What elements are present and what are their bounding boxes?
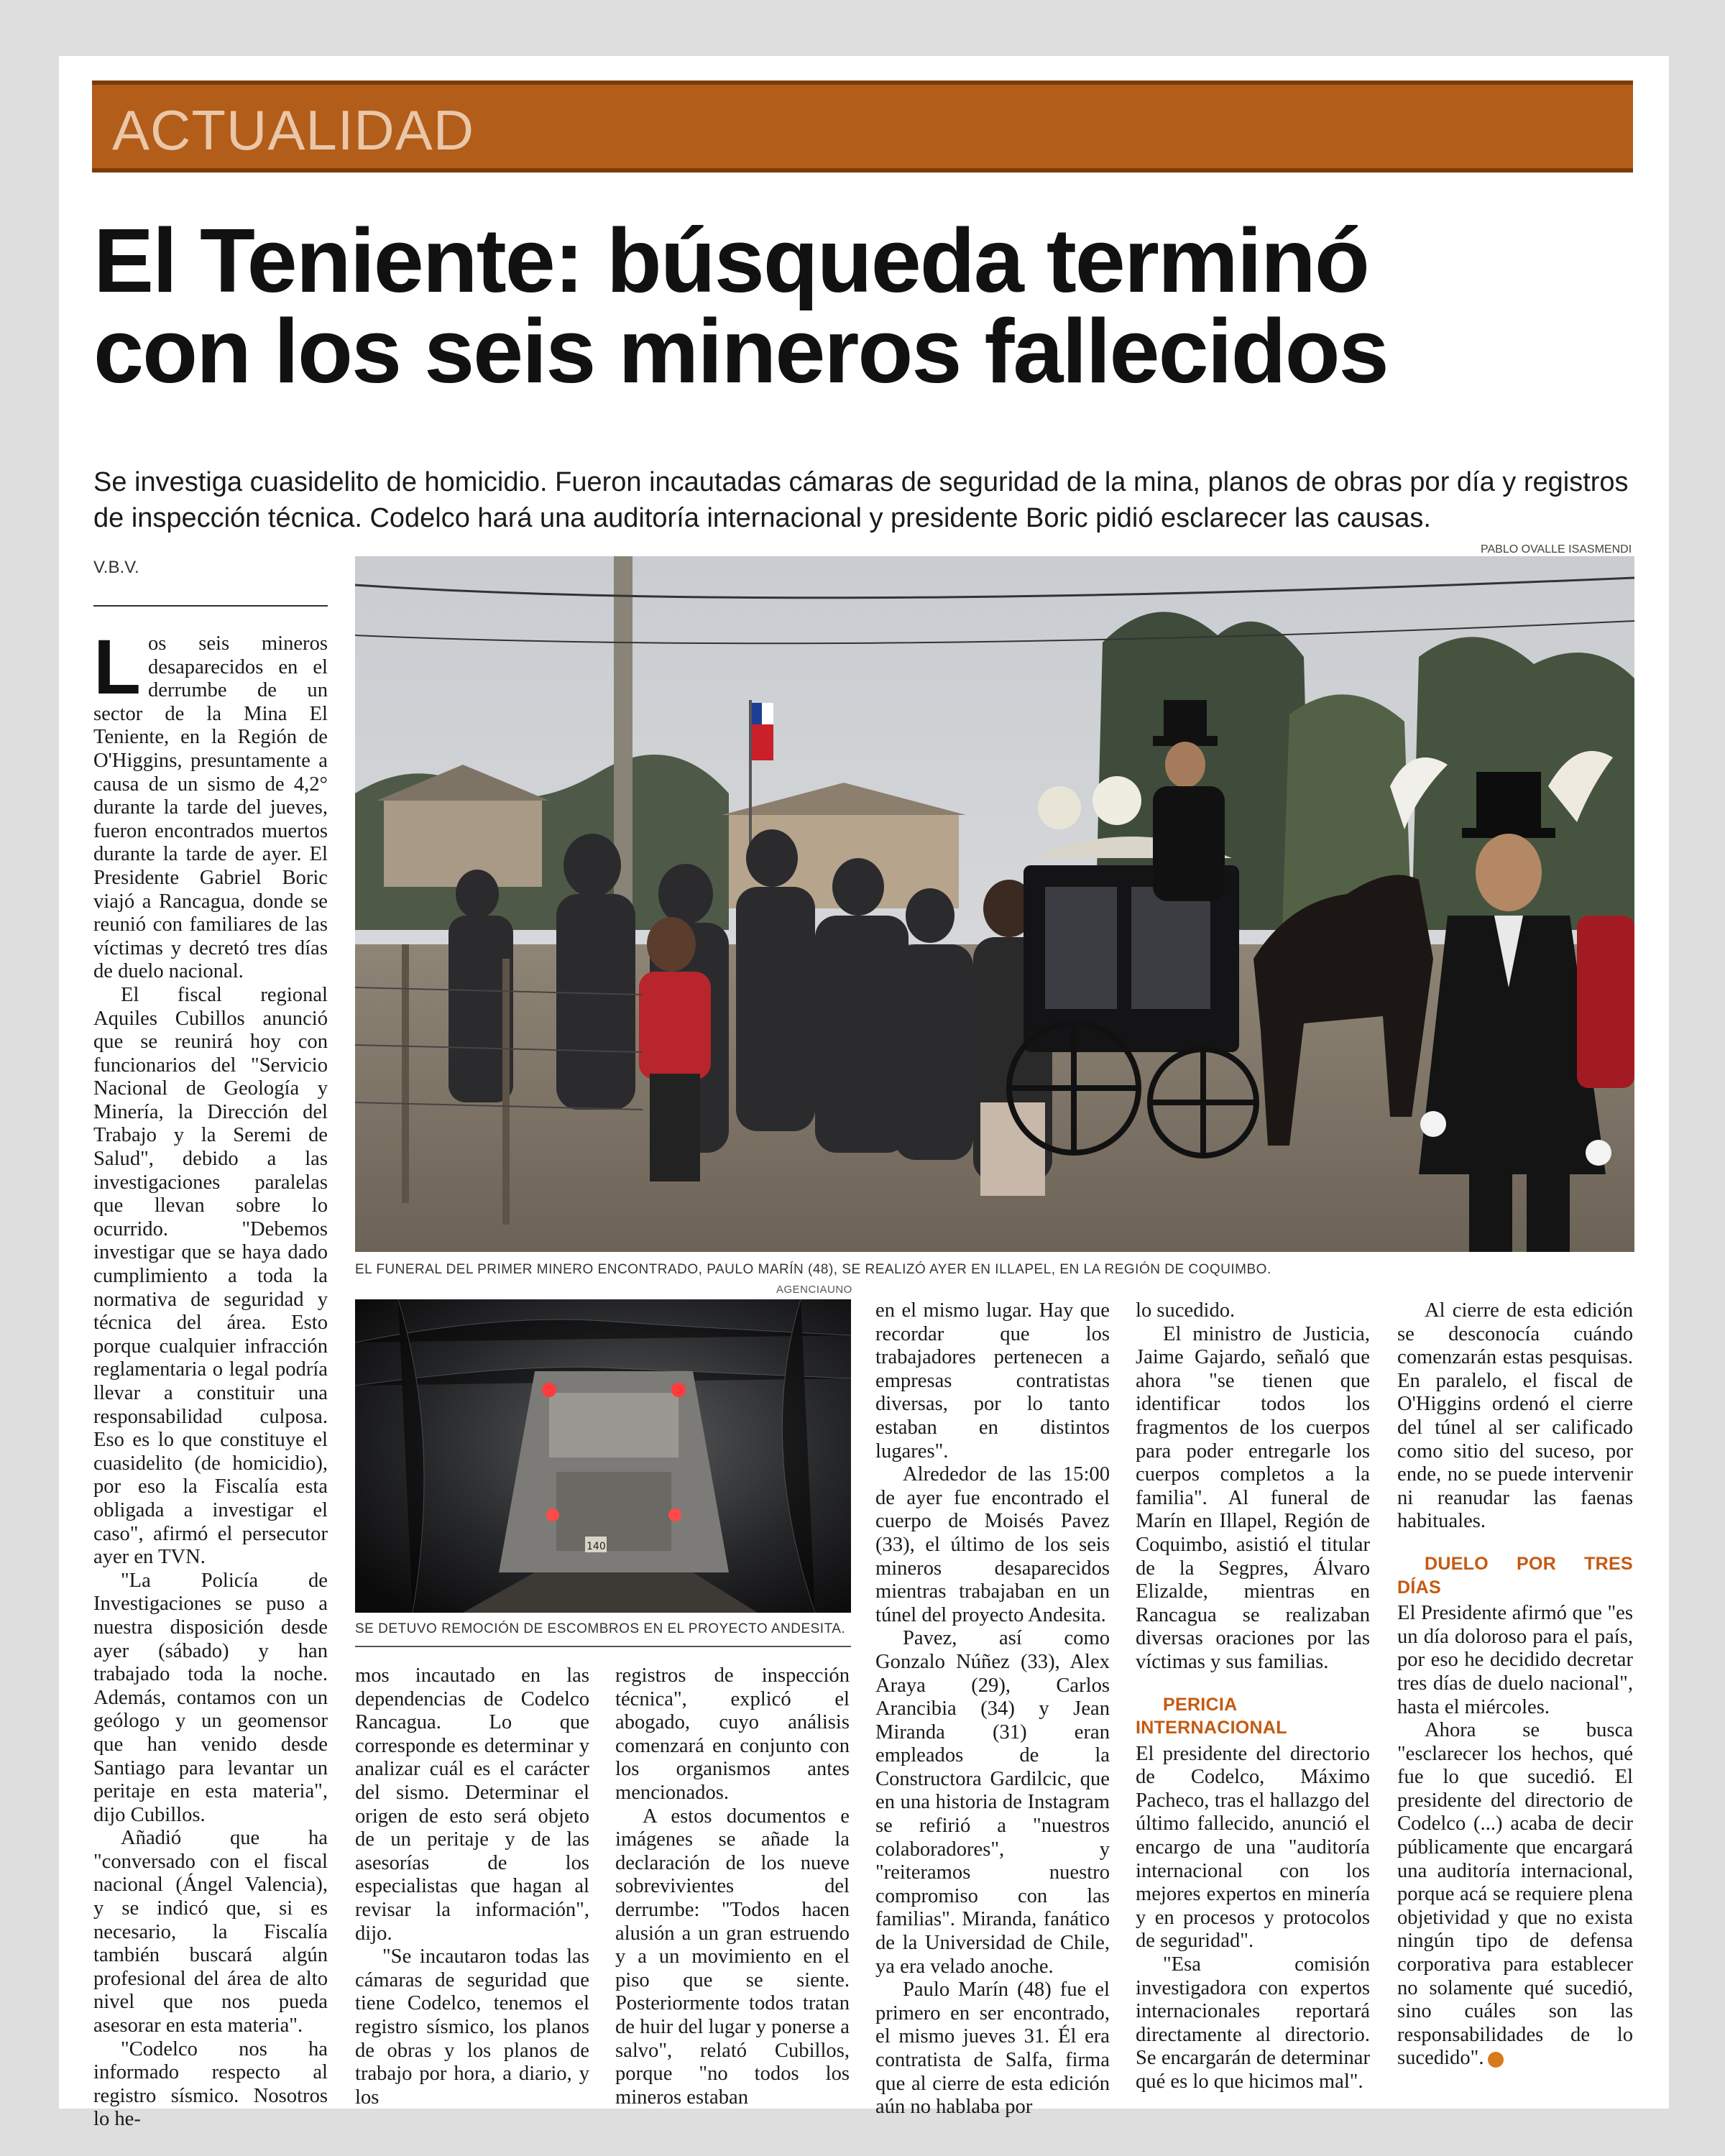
paragraph: lo sucedido. [1136, 1299, 1236, 1322]
main-photo-caption: EL FUNERAL DEL PRIMER MINERO ENCONTRADO, PAULO MARÍN (48), SE REALIZÓ AYER EN ILLAPEL, EN LA REGIÓN DE COQUIMBO. [355, 1262, 1271, 1277]
funeral-photo-illustration [355, 556, 1634, 1252]
end-of-article-icon: • [1488, 2052, 1504, 2068]
paragraph: El ministro de Justicia, Jaime Gajardo, señaló que ahora "se tienen que identificar todos los fragmentos de los cuerpos para poder entregarle los cuerpos completos a la familia". Al funeral de Marín en Illapel, Región de Coquimbo, asistió el titular de la Segpres, Álvaro Elizalde, mientras en Rancagua se realizaban diversas oraciones por las víctimas y sus familias. [1136, 1322, 1370, 1673]
tunnel-photo-caption: SE DETUVO REMOCIÓN DE ESCOMBROS EN EL PROYECTO ANDESITA. [355, 1621, 846, 1636]
paragraph: "Se incautaron todas las cámaras de seguridad que tiene Codelco, tenemos el registro sísmico, los planos de obras y los planos de trabajo por hora, a diario, y los [355, 1945, 589, 2109]
tunnel-photo [355, 1299, 851, 1613]
train-number: 140 [586, 1541, 606, 1552]
headline [93, 210, 1646, 402]
paragraph: "Esa comisión investigadora con expertos internacionales reportará directamente al directorio. Se encargarán de determinar qué es lo que hicimos mal". [1136, 1953, 1370, 2093]
headline-line-1: El Teniente: búsqueda terminó [93, 210, 1368, 311]
paragraph: en el mismo lugar. Hay que recordar que los trabajadores pertenecen a empresas contratistas diversas, por lo tanto estaban en distintos lugares". [875, 1299, 1110, 1462]
section-label: ACTUALIDAD [112, 98, 475, 162]
article-column-1 [93, 623, 328, 2132]
paragraph: "La Policía de Investigaciones se puso a nuestra disposición desde ayer (sábado) y han trabajado toda la noche. Además, contamos con un geólogo y un geomensor que han venido desde Santiago para levantar un peritaje en esta materia", dijo Cubillos. [93, 1569, 328, 1826]
tunnel-photo-illustration [355, 1299, 851, 1613]
headline-line-2: con los seis mineros fallecidos [93, 300, 1388, 402]
paragraph: Al cierre de esta edición se desconocía cuándo comenzarán estas pesquisas. En paralelo, el fiscal de O'Higgins ordenó el cierre del túnel al ser calificado como sitio del suceso, por ende, no se puede intervenir ni reanudar las faenas habituales. [1397, 1299, 1633, 1533]
paragraph: El fiscal regional Aquiles Cubillos anunció que se reunirá hoy con funcionarios del "Servicio Nacional de Geología y Minería, la Dirección del Trabajo y la Seremi de Salud", debido a las investigaciones paralelas que llevan sobre lo ocurrido. "Debemos investigar que se haya dado cumplimiento a toda la normativa de seguridad y técnica del área. Esto porque cualquier infracción reglamentaria o legal podría llevar a constituir una responsabilidad culposa. Eso es lo que constituye el cuasidelito (de homicidio), por eso la Fiscalía esta obligada a investigar el caso", afirmó el persecutor ayer en TVN. [93, 983, 328, 1569]
paragraph: "Codelco nos ha informado respecto al registro sísmico. Nosotros lo he- [93, 2037, 328, 2131]
byline-divider [93, 605, 328, 607]
paragraph: El Presidente afirmó que "es un día doloroso para el país, por eso he decidido decretar tres días de duelo nacional", hasta el miércoles. [1397, 1602, 1633, 1718]
section-banner [92, 80, 1633, 172]
subhead-duelo: DUELO POR TRES DÍAS [1397, 1553, 1633, 1598]
drop-cap: L [93, 623, 141, 710]
article-column-4 [875, 1299, 1110, 2119]
paragraph: registros de inspección técnica", explicó el abogado, cuyo análisis comenzará en conjunto con los organismos antes mencionados. [615, 1664, 850, 1804]
paragraph: Añadió que ha "conversado con el fiscal nacional (Ángel Valencia), y se indicó que, si es necesario, la Fiscalía también buscará algún profesional del área de alto nivel que nos pueda asesorar en esta materia". [93, 1827, 328, 2037]
tunnel-photo-credit: AGENCIAUNO [776, 1284, 852, 1296]
paragraph: Alrededor de las 15:00 de ayer fue encontrado el cuerpo de Moisés Pavez (33), el último de los seis mineros desaparecidos mientras trabajaban en un túnel del proyecto Andesita. [875, 1463, 1110, 1626]
funeral-photo [355, 556, 1634, 1252]
paragraph: A estos documentos e imágenes se añade la declaración de los nueve sobrevivientes del derrumbe: "Todos hacen alusión a un gran estruendo y a un movimiento en el piso que se siente. Posteriormente todos tratan de huir del lugar y ponerse a salvo", relató Cubillos, porque "no todos los mineros estaban [615, 1805, 850, 2109]
article-column-6 [1397, 1299, 1633, 2070]
paragraph: El presidente del directorio de Codelco, Máximo Pacheco, tras el hallazgo del último fallecido, anunció el encargo de una "auditoría internacional con los mejores expertos en minería y en procesos y protocolos de seguridad". [1136, 1742, 1370, 1953]
main-photo-credit: PABLO OVALLE ISASMENDI [1481, 543, 1632, 556]
article-column-2 [355, 1664, 589, 2109]
paragraph: Paulo Marín (48) fue el primero en ser encontrado, el mismo jueves 31. Él era contratista de Salfa, firma que al cierre de esta edición aún no hablaba por [875, 1978, 1110, 2119]
article-column-3 [615, 1664, 850, 2109]
paragraph: Ahora se busca "esclarecer los hechos, qué fue lo que sucedió. El presidente del directorio de Codelco (...) acaba de decir públicamente que encargará una auditoría internacional, porque acá se requiere plena objetividad y que no exista ningún tipo de defensa corporativa para establecer no solamente qué sucedió, sino cuáles son las responsabilidades de lo sucedido". • [1397, 1719, 1633, 2070]
paragraph: Los seis mineros desaparecidos en el derrumbe de un sector de la Mina El Teniente, en la Región de O'Higgins, presuntamente a causa de un sismo de 4,2° durante la tarde del jueves, fueron encontrados muertos durante la tarde de ayer. El Presidente Gabriel Boric viajó a Rancagua, donde se reunió con familiares de las víctimas y decretó tres días de duelo nacional. [93, 623, 328, 983]
article-deck: Se investiga cuasidelito de homicidio. Fueron incautadas cámaras de seguridad de la mina, planos de obras por día y registros de inspección técnica. Codelco hará una auditoría internacional y presidente Boric pidió esclarecer las causas. [93, 467, 1629, 533]
article-column-5 [1136, 1299, 1370, 2094]
paragraph: Pavez, así como Gonzalo Núñez (33), Alex Araya (29), Carlos Arancibia (34) y Jean Miranda (31) eran empleados de la Constructora Gardilcic, que en una historia de Instagram se refirió a "nuestros colaboradores", y "reiteramos nuestro compromiso con las familias". Miranda, fanático de la Universidad de Chile, ya era velado anoche. [875, 1627, 1110, 1978]
caption-divider [355, 1646, 851, 1647]
paragraph: mos incautado en las dependencias de Codelco Rancagua. Lo que corresponde es determinar y analizar cuál es el carácter del sismo. Determinar el origen de esto será objeto de un peritaje y de las asesorías de los especialistas que hagan al revisar la información", dijo. [355, 1664, 589, 1945]
byline: V.B.V. [93, 558, 139, 577]
subhead-pericia: PERICIA INTERNACIONAL [1136, 1694, 1287, 1738]
